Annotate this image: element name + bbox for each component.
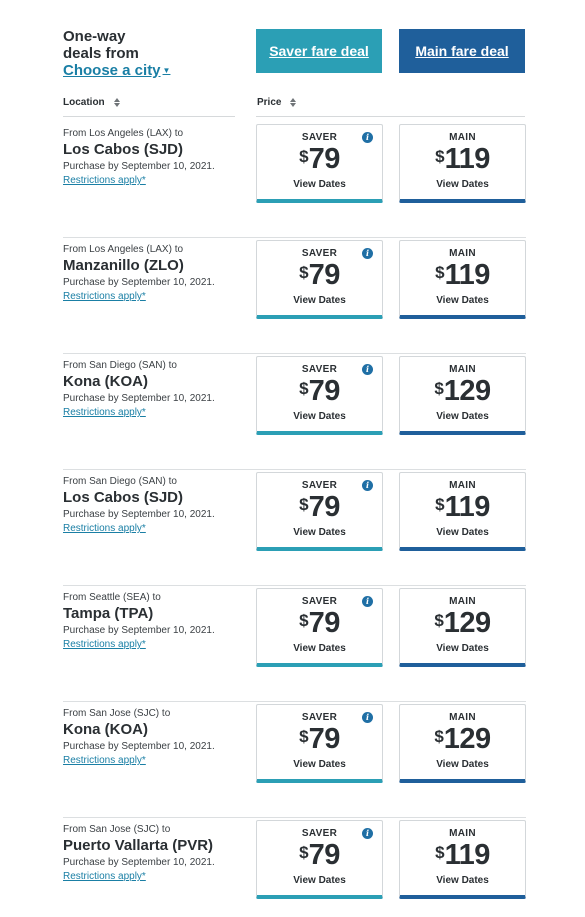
- origin-text: From San Jose (SJC) to: [63, 708, 171, 719]
- destination-title: Los Cabos (SJD): [63, 141, 184, 158]
- fare-price: [400, 491, 525, 524]
- currency-symbol: $: [299, 147, 309, 166]
- fare-price: [257, 839, 382, 872]
- origin-text: From Los Angeles (LAX) to: [63, 128, 184, 139]
- choose-city-dropdown[interactable]: [63, 62, 170, 79]
- view-dates-link[interactable]: View Dates: [436, 411, 489, 422]
- currency-symbol: $: [434, 379, 444, 398]
- info-icon[interactable]: i: [362, 712, 373, 723]
- fare-type-label: SAVER: [301, 132, 338, 143]
- saver-fare-card[interactable]: [256, 472, 383, 551]
- view-dates-link[interactable]: View Dates: [436, 759, 489, 770]
- view-dates-link[interactable]: View Dates: [293, 875, 346, 886]
- fare-type-label: SAVER: [301, 828, 338, 839]
- page-heading: [63, 28, 243, 80]
- fare-price: [400, 375, 525, 408]
- purchase-deadline: Purchase by September 10, 2021.: [63, 509, 215, 520]
- view-dates-link[interactable]: View Dates: [293, 759, 346, 770]
- saver-fare-card[interactable]: [256, 240, 383, 319]
- restrictions-link[interactable]: Restrictions apply*: [63, 407, 146, 418]
- fare-type-label: SAVER: [301, 248, 338, 259]
- price-amount: 119: [444, 491, 490, 523]
- destination-title: Puerto Vallarta (PVR): [63, 837, 214, 854]
- fare-type-label: MAIN: [449, 132, 476, 143]
- main-fare-card[interactable]: [399, 704, 526, 783]
- sort-icon: [290, 98, 296, 107]
- fare-type-label: MAIN: [449, 828, 476, 839]
- purchase-deadline: Purchase by September 10, 2021.: [63, 857, 215, 868]
- fare-type-label: MAIN: [449, 364, 476, 375]
- destination-title: Tampa (TPA): [63, 605, 154, 622]
- fare-type-label: MAIN: [449, 712, 476, 723]
- currency-symbol: $: [299, 263, 309, 282]
- saver-fare-card[interactable]: [256, 356, 383, 435]
- fare-price: [257, 259, 382, 292]
- deal-row: [0, 122, 585, 238]
- fare-price: [400, 723, 525, 756]
- purchase-deadline: Purchase by September 10, 2021.: [63, 277, 215, 288]
- destination-title: Manzanillo (ZLO): [63, 257, 184, 274]
- fare-type-label: MAIN: [449, 596, 476, 607]
- currency-symbol: $: [434, 727, 444, 746]
- fare-type-label: MAIN: [449, 248, 476, 259]
- deal-row: [0, 818, 585, 917]
- currency-symbol: $: [435, 263, 445, 282]
- deal-row: [0, 702, 585, 818]
- view-dates-link[interactable]: View Dates: [293, 527, 346, 538]
- view-dates-link[interactable]: View Dates: [436, 179, 489, 190]
- purchase-deadline: Purchase by September 10, 2021.: [63, 393, 215, 404]
- origin-text: From San Diego (SAN) to: [63, 360, 177, 371]
- origin-text: From Seattle (SEA) to: [63, 592, 161, 603]
- purchase-deadline: Purchase by September 10, 2021.: [63, 161, 215, 172]
- deal-row: [0, 238, 585, 354]
- price-amount: 79: [308, 143, 340, 175]
- purchase-deadline: Purchase by September 10, 2021.: [63, 625, 215, 636]
- view-dates-link[interactable]: View Dates: [436, 643, 489, 654]
- view-dates-link[interactable]: View Dates: [293, 179, 346, 190]
- view-dates-link[interactable]: View Dates: [436, 875, 489, 886]
- fare-price: [257, 143, 382, 176]
- fare-type-label: SAVER: [301, 364, 338, 375]
- price-amount: 79: [308, 839, 340, 871]
- origin-text: From San Jose (SJC) to: [63, 824, 171, 835]
- main-fare-card[interactable]: [399, 472, 526, 551]
- purchase-deadline: Purchase by September 10, 2021.: [63, 741, 215, 752]
- view-dates-link[interactable]: View Dates: [436, 295, 489, 306]
- fare-price: [257, 375, 382, 408]
- destination-title: Kona (KOA): [63, 373, 148, 390]
- fare-type-label: SAVER: [301, 596, 338, 607]
- restrictions-link[interactable]: Restrictions apply*: [63, 755, 146, 766]
- price-amount: 119: [444, 259, 490, 291]
- restrictions-link[interactable]: Restrictions apply*: [63, 291, 146, 302]
- main-fare-card[interactable]: [399, 588, 526, 667]
- price-amount: 129: [443, 607, 491, 639]
- deal-row: [0, 586, 585, 702]
- location-column-header[interactable]: [63, 97, 120, 108]
- price-amount: 129: [443, 375, 491, 407]
- fare-price: [400, 259, 525, 292]
- location-column-label: Location: [63, 97, 105, 108]
- chevron-down-icon: ▼: [162, 66, 171, 75]
- header-divider: [63, 116, 235, 117]
- price-amount: 79: [308, 259, 340, 291]
- view-dates-link[interactable]: View Dates: [293, 411, 346, 422]
- header-divider: [256, 116, 525, 117]
- fare-type-label: SAVER: [301, 480, 338, 491]
- main-fare-card[interactable]: [399, 124, 526, 203]
- info-icon[interactable]: i: [362, 828, 373, 839]
- price-amount: 79: [308, 723, 340, 755]
- price-amount: 119: [444, 839, 490, 871]
- saver-fare-deal-button[interactable]: Saver fare deal: [256, 29, 382, 73]
- info-icon[interactable]: i: [362, 596, 373, 607]
- currency-symbol: $: [435, 843, 445, 862]
- currency-symbol: $: [299, 379, 309, 398]
- origin-text: From San Diego (SAN) to: [63, 476, 177, 487]
- destination-title: Kona (KOA): [63, 721, 148, 738]
- info-icon[interactable]: i: [362, 364, 373, 375]
- currency-symbol: $: [299, 495, 309, 514]
- currency-symbol: $: [435, 147, 445, 166]
- fare-price: [257, 607, 382, 640]
- price-amount: 129: [443, 723, 491, 755]
- saver-fare-card[interactable]: [256, 704, 383, 783]
- heading-line-2: deals from: [63, 45, 139, 62]
- saver-fare-card[interactable]: [256, 124, 383, 203]
- deal-row: [0, 470, 585, 586]
- main-fare-deal-button[interactable]: Main fare deal: [399, 29, 525, 73]
- price-amount: 79: [308, 607, 340, 639]
- info-icon[interactable]: i: [362, 480, 373, 491]
- origin-text: From Los Angeles (LAX) to: [63, 244, 184, 255]
- info-icon[interactable]: i: [362, 248, 373, 259]
- currency-symbol: $: [299, 727, 309, 746]
- deal-row: [0, 354, 585, 470]
- info-icon[interactable]: i: [362, 132, 373, 143]
- restrictions-link[interactable]: Restrictions apply*: [63, 639, 146, 650]
- price-column-label: Price: [257, 97, 282, 108]
- price-amount: 79: [308, 491, 340, 523]
- fare-price: [400, 839, 525, 872]
- restrictions-link[interactable]: Restrictions apply*: [63, 523, 146, 534]
- view-dates-link[interactable]: View Dates: [293, 643, 346, 654]
- restrictions-link[interactable]: Restrictions apply*: [63, 175, 146, 186]
- saver-fare-card[interactable]: [256, 820, 383, 899]
- main-fare-card[interactable]: [399, 240, 526, 319]
- sort-icon: [114, 98, 120, 107]
- currency-symbol: $: [434, 611, 444, 630]
- choose-city-label: Choose a city: [63, 62, 161, 79]
- restrictions-link[interactable]: Restrictions apply*: [63, 871, 146, 882]
- fare-price: [257, 491, 382, 524]
- price-column-header[interactable]: [257, 97, 296, 108]
- heading-line-1: One-way: [63, 28, 126, 45]
- view-dates-link[interactable]: View Dates: [436, 527, 489, 538]
- fare-type-label: SAVER: [301, 712, 338, 723]
- currency-symbol: $: [299, 843, 309, 862]
- price-amount: 119: [444, 143, 490, 175]
- fare-price: [400, 607, 525, 640]
- main-fare-card[interactable]: [399, 820, 526, 899]
- fare-price: [400, 143, 525, 176]
- currency-symbol: $: [299, 611, 309, 630]
- main-fare-card[interactable]: [399, 356, 526, 435]
- view-dates-link[interactable]: View Dates: [293, 295, 346, 306]
- price-amount: 79: [308, 375, 340, 407]
- currency-symbol: $: [435, 495, 445, 514]
- fare-type-label: MAIN: [449, 480, 476, 491]
- destination-title: Los Cabos (SJD): [63, 489, 184, 506]
- fare-price: [257, 723, 382, 756]
- saver-fare-card[interactable]: [256, 588, 383, 667]
